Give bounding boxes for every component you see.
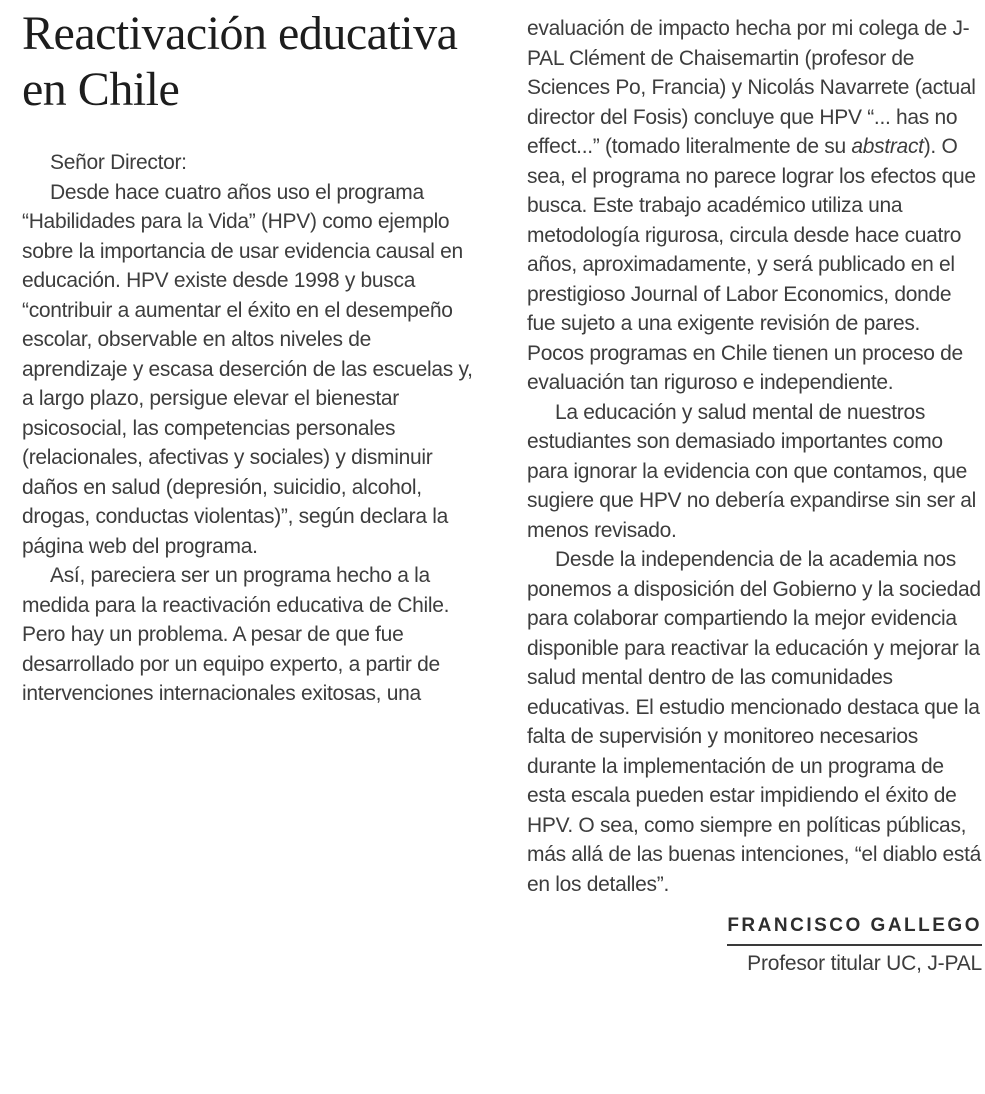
salutation: Señor Director:	[50, 151, 187, 174]
paragraph-text: evaluación de impacto hecha por mi colega de J-PAL Clément de Chaisemartin (profesor de Sciences Po, Francia) y Nicolás Navarrete (actual director del Fosis) concluye que HPV “... has no effect...” (tomado literalmente de su	[527, 17, 976, 158]
paragraph: La educación y salud mental de nuestros estudiantes son demasiado importantes como para ignorar la evidencia con que contamos, que sugiere que HPV no debería expandirse sin ser al menos revisado.	[527, 400, 977, 542]
left-column	[22, 0, 477, 709]
signature-name: FRANCISCO GALLEGO	[727, 915, 982, 946]
paragraph: Así, pareciera ser un programa hecho a la medida para la reactivación educativa de Chile. Pero hay un problema. A pesar de que fue desarrollado por un equipo experto, a partir de intervenciones internacionales exitosas, una	[22, 564, 450, 705]
paragraph: Desde la independencia de la academia nos ponemos a disposición del Gobierno y la sociedad para colaborar compartiendo la mejor evidencia disponible para reactivar la educación y mejorar la salud mental dentro de las comunidades educativas. El estudio mencionado destaca que la falta de supervisión y monitoreo necesarios durante la implementación de un programa de esta escala pueden estar impidiendo el éxito de HPV. O sea, como siempre en políticas públicas, más allá de las buenas intenciones, “el diablo está en los detalles”.	[527, 548, 981, 896]
article-title: Reactivación educativa en Chile	[22, 7, 458, 116]
signature-role: Profesor titular UC, J-PAL	[747, 952, 982, 975]
italic-term: abstract	[851, 135, 924, 158]
paragraph: Desde hace cuatro años uso el programa “Habilidades para la Vida” (HPV) como ejemplo sobre la importancia de usar evidencia causal en educación. HPV existe desde 1998 y busca “contribuir a aumentar el éxito en el desempeño escolar, observable en altos niveles de aprendizaje y escasa deserción de las escuelas y, a largo plazo, persigue elevar el bienestar psicosocial, las competencias personales (relacionales, afectivas y sociales) y disminuir daños en salud (depresión, suicidio, alcohol, drogas, conductas violentas)”, según declara la página web del programa.	[22, 180, 473, 558]
signature-block	[527, 915, 982, 976]
paragraph	[527, 14, 982, 398]
paragraph-text: ). O sea, el programa no parece lograr los efectos que busca. Este trabajo académico utiliza una metodología rigurosa, circula desde hace cuatro años, aproximadamente, y será publicado en el prestigioso Journal of Labor Economics, donde fue sujeto a una exigente revisión de pares. Pocos programas en Chile tienen un proceso de evaluación tan riguroso e independiente.	[527, 135, 976, 394]
right-column	[527, 0, 982, 976]
